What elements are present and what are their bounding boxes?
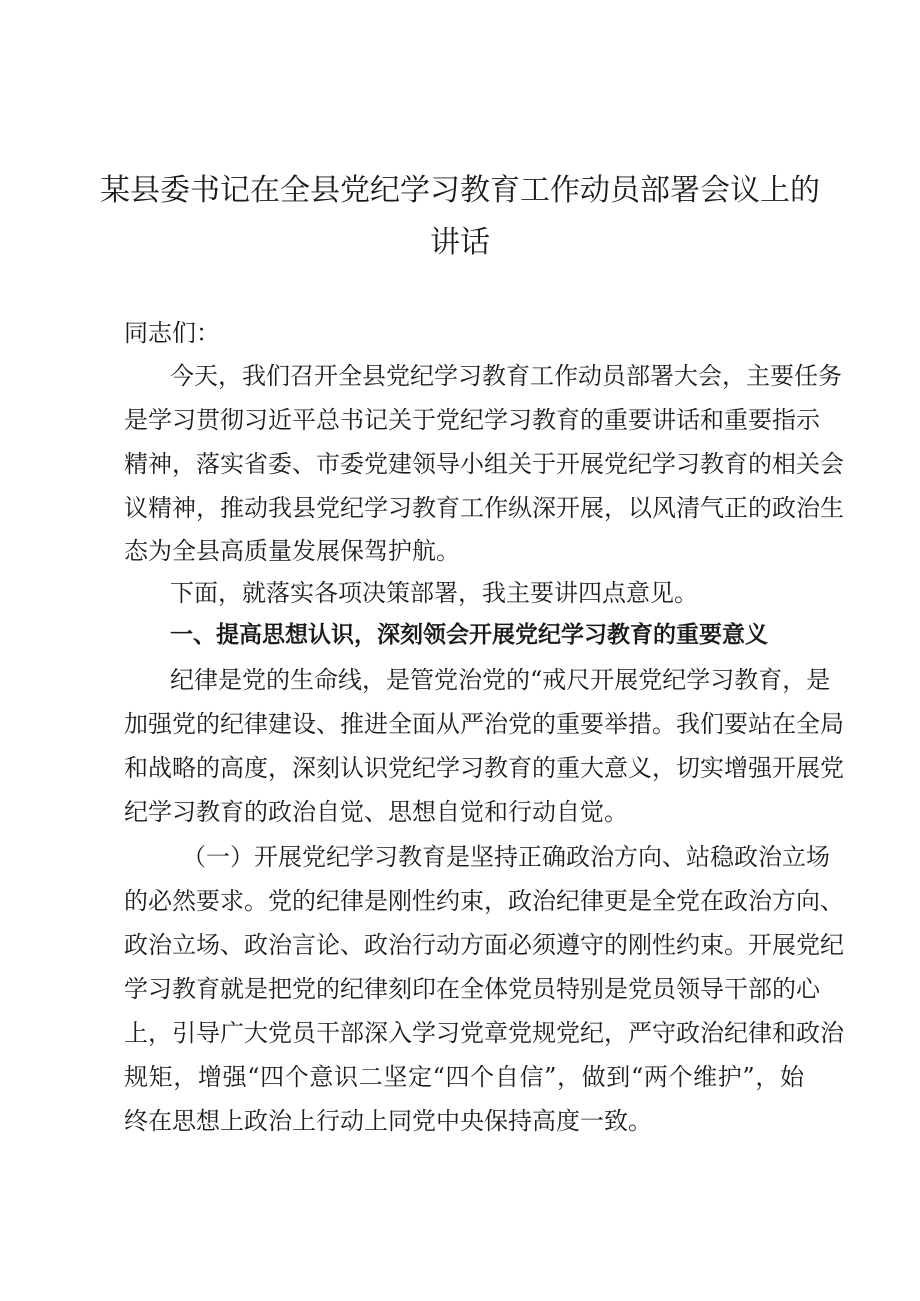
paragraph-2-line: 下面，就落实各项决策部署，我主要讲四点意见。 [170, 579, 698, 607]
paragraph-1-line: 精神，落实省委、市委党建领导小组关于开展党纪学习教育的相关会 [124, 450, 844, 478]
paragraph-3-line: 纪学习教育的政治自觉、思想自觉和行动自觉。 [124, 798, 628, 826]
paragraph-4-line: 的必然要求。党的纪律是刚性约束，政治纪律更是全党在政治方向、 [124, 887, 844, 915]
document-title-line-1: 某县委书记在全县党纪学习教育工作动员部署会议上的 [100, 173, 820, 208]
paragraph-3-line: 纪律是党的生命线，是管党治党的“戒尺开展党纪学习教育，是 [170, 666, 831, 694]
paragraph-4-line: 规矩，增强“四个意识二坚定“四个自信”，做到“两个维护”，始 [124, 1063, 804, 1091]
paragraph-4-line: （一）开展党纪学习教育是坚持正确政治方向、站稳政治立场 [182, 843, 830, 871]
paragraph-1-line: 议精神，推动我县党纪学习教育工作纵深开展，以风清气正的政治生 [124, 494, 844, 522]
paragraph-4-line: 终在思想上政治上行动上同党中央保持高度一致。 [124, 1107, 652, 1135]
section-heading-1: 一、提高思想认识，深刻领会开展党纪学习教育的重要意义 [170, 622, 768, 648]
paragraph-1-line: 今天，我们召开全县党纪学习教育工作动员部署大会，主要任务 [170, 362, 842, 390]
paragraph-4-line: 政治立场、政治言论、政治行动方面必须遵守的刚性约束。开展党纪 [124, 931, 844, 959]
salutation: 同志们： [124, 319, 220, 347]
paragraph-1-line: 是学习贯彻习近平总书记关于党纪学习教育的重要讲话和重要指示 [124, 406, 820, 434]
paragraph-4-line: 上，引导广大党员干部深入学习党章党规党纪，严守政治纪律和政治 [124, 1019, 844, 1047]
paragraph-3-line: 加强党的纪律建设、推进全面从严治党的重要举措。我们要站在全局 [124, 710, 844, 738]
paragraph-1-line: 态为全县高质量发展保驾护航。 [124, 537, 460, 565]
paragraph-3-line: 和战略的高度，深刻认识党纪学习教育的重大意义，切实增强开展党 [124, 754, 844, 782]
paragraph-4-line: 学习教育就是把党的纪律刻印在全体党员特别是党员领导干部的心 [124, 975, 820, 1003]
document-title-line-2: 讲话 [430, 225, 490, 260]
